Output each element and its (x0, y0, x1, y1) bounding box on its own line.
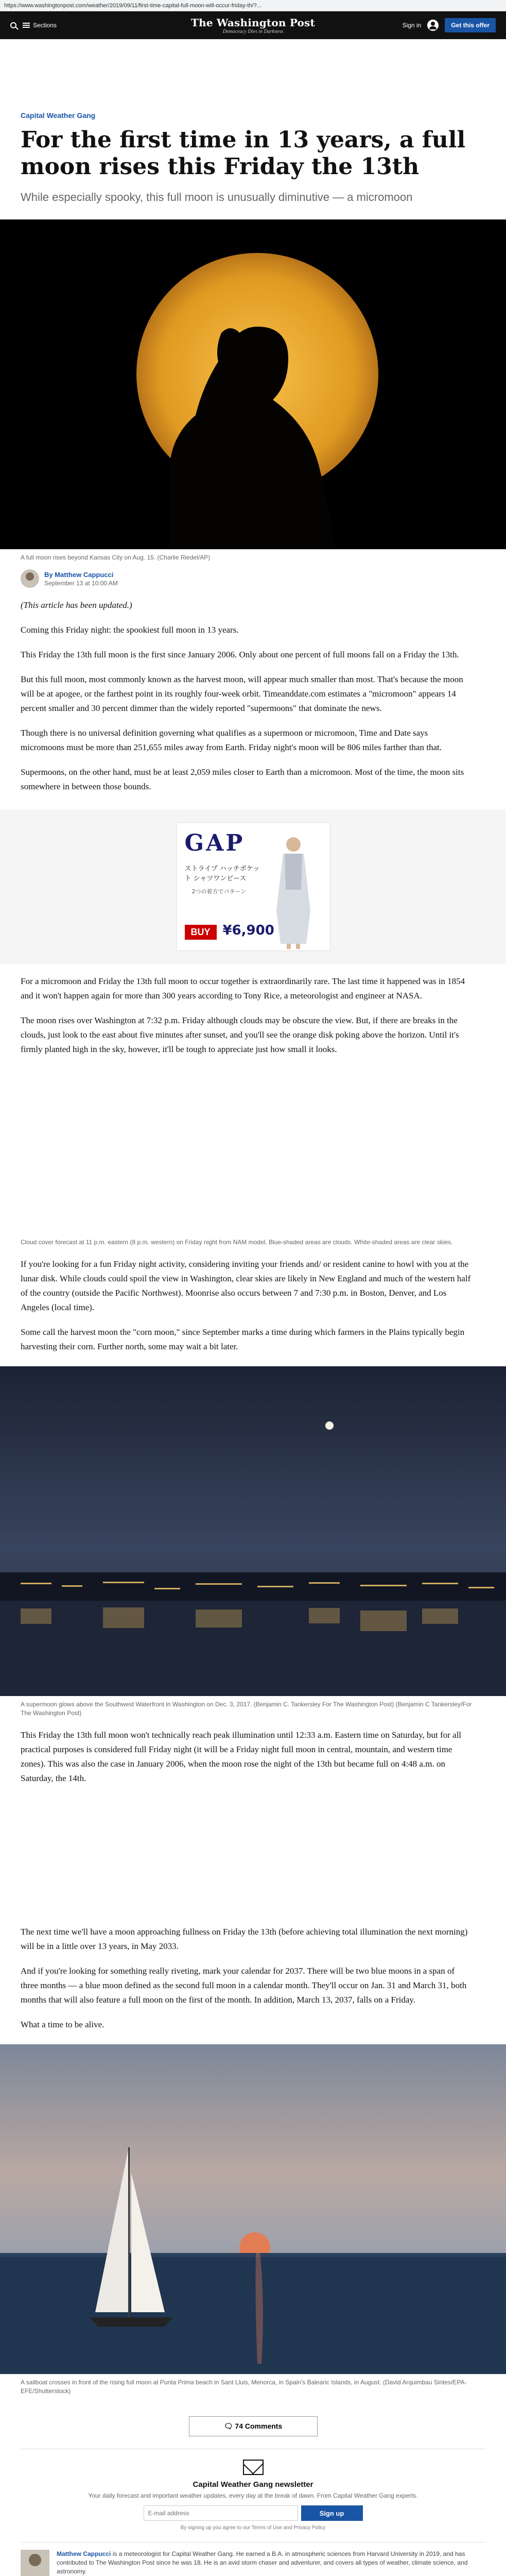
article (21, 111, 485, 204)
paragraph: For a micromoon and Friday the 13th full moon to occur together is extraordinarily rare. The last time it happened was in 1854 and it won't happen again for more than 300 years according to Tony Rice, a meteorologist and engineer at NASA. (21, 976, 465, 1001)
paragraph: The moon rises over Washington at 7:32 p.m. Friday although clouds may be obscure the view. But, if there are breaks in the clouds, just look to the east about five minutes after sunset, and you'll see the orange disk poking above the horizon. Until it's firmly planted high in the sky, however, it'll be tough to appreciate just how small it looks. (21, 1015, 459, 1054)
menu-icon (23, 23, 30, 28)
cloud-cover-map (0, 1069, 506, 1234)
paragraph: The next time we'll have a moon approaching fullness on Friday the 13th (before achieving total illumination the next morning) will be in a little over 13 years, in May 2033. (21, 1927, 468, 1951)
city-moon-photo (0, 1366, 506, 1696)
ad-price: ¥6,900 (222, 923, 274, 938)
sailboat-image (0, 2044, 506, 2374)
top-navigation (0, 11, 506, 39)
gap-logo: GAP (184, 830, 245, 856)
paragraph: If you're looking for a fun Friday night activity, considering inviting your friends and/ or resident canine to howl with you at the lunar disk. While clouds could spoil the view in Washington, clear skies are likely in New England and much of the western half of the country (outside the Pacific Northwest). Moonrise also occurs between 7 and 7:30 p.m. in Boston, Denver, and Los Angeles (local time). (21, 1259, 471, 1312)
hero-caption: A full moon rises beyond Kansas City on Aug. 15. (Charlie Riedel/AP) (21, 554, 211, 561)
sections-button[interactable] (23, 22, 57, 29)
envelope-icon (243, 2460, 264, 2475)
byline (21, 569, 485, 588)
newsletter-title: Capital Weather Gang newsletter (193, 2480, 313, 2489)
sailboat-caption: A sailboat crosses in front of the rising full moon at Punta Prima beach in Sant Lluis, Menorca, in Spain's Balearic Islands, in August. (David Arquimbau Sintes/EPA-EFE/Shutterstock) (21, 2379, 467, 2395)
comment-icon: 🗨 (223, 2422, 233, 2430)
paragraph: Some call the harvest moon the "corn moon," since September marks a time during which farmers in the Plains typically begin harvesting their corn. Further north, some may wait a bit later. (21, 1327, 465, 1351)
search-button[interactable] (10, 22, 16, 28)
city-photo-caption: A supermoon glows above the Southwest Waterfront in Washington on Dec. 3, 2017. (Benjamin C. Tankersley For The Washington Post) (Benjamin C Tankersley/For The Washington Post) (21, 1701, 472, 1717)
newsletter-description: Your daily forecast and important weather updates, every day at the break of dawn. From Capital Weather Gang experts. (88, 2492, 418, 2499)
publish-date: September 13 at 10:00 AM (44, 579, 118, 587)
email-field[interactable] (144, 2505, 298, 2521)
signup-button[interactable]: Sign up (301, 2505, 363, 2521)
advertisement-slot (0, 809, 506, 964)
author-bio-name[interactable]: Matthew Cappucci (57, 2550, 111, 2557)
section-kicker[interactable]: Capital Weather Gang (21, 111, 96, 120)
headline: For the first time in 13 years, a full moon rises this Friday the 13th (21, 127, 466, 180)
brand-tagline: Democracy Dies in Darkness (222, 28, 284, 35)
map-caption: Cloud cover forecast at 11 p.m. eastern (8 p.m. western) on Friday night from NAM model. Blue-shaded areas are clouds. White-shaded areas are clear skies. (21, 1239, 453, 1246)
signin-link[interactable]: Sign in (402, 22, 422, 29)
ad-product-name: ストライプ ハッチポケット シャツワンピース (184, 865, 260, 883)
article-body (21, 598, 485, 1057)
city-skyline-image (0, 1366, 506, 1696)
newsletter-legal[interactable]: By signing up you agree to our Terms of Use and Privacy Policy (180, 2525, 326, 2531)
author-bio (21, 2542, 485, 2576)
sailboat-moon-photo (0, 2044, 506, 2374)
paragraph: What a time to be alive. (21, 2020, 104, 2029)
search-icon (10, 22, 16, 28)
cloud-map-image (0, 1069, 506, 1234)
paragraph: Though there is no universal definition governing what qualifies as a supermoon or micromoon, Time and Date says micromoons must be more than 251,655 miles away from Earth. Friday night's moon will be 806 miles farther than that. (21, 728, 442, 752)
advertisement-slot (21, 1786, 485, 1914)
subscribe-button[interactable]: Get this offer (445, 18, 496, 32)
paragraph: Supermoons, on the other hand, must be at least 2,059 miles closer to Earth than a micromoon. Most of the time, the moon sits somewhere in between those bounds. (21, 767, 464, 791)
ad-buy-button[interactable]: BUY (185, 925, 217, 940)
ad-sub-text: 2つの着方でパターン (191, 888, 247, 895)
comments-button[interactable] (189, 2416, 318, 2436)
brand-logo[interactable] (191, 16, 315, 35)
brand-name: The Washington Post (191, 16, 315, 29)
paragraph: But this full moon, most commonly known as the harvest moon, will appear much smaller than most. That's because the moon will be at apogee, or the farthest point in its roughly four-week orbit. Timeanddate.com estimates a "micromoon" appears 14 percent smaller and 30 percent dimmer than the widely reported "supermoons" that dominate the news. (21, 674, 463, 713)
moon-silhouette-image (0, 219, 506, 549)
author-name[interactable]: By Matthew Cappucci (44, 570, 114, 579)
author-bio-text: is a meteorologist for Capital Weather Gang. He earned a B.A. in atmospheric sciences from Harvard University in 2019, and has contributed to The Washington Post since he was 18. He is an avid storm chaser and adventurer, and covers all types of weather, climate science, and astronomy. (57, 2550, 468, 2575)
comments-label: 74 Comments (235, 2422, 283, 2430)
paragraph: This Friday the 13th full moon won't technically reach peak illumination until 12:33 a.m. Eastern time on Saturday, but for all practical purposes is considered full Friday night (it will be a Friday night full moon in central, mountain, and western time zones). This was also the case in January 2006, when the moon rose the night of the 13th but became full on 4:48 a.m. on Saturday, the 14th. (21, 1730, 462, 1783)
newsletter-signup (21, 2449, 485, 2531)
paragraph: And if you're looking for something really riveting, mark your calendar for 2037. There will be two blue moons in a span of three months — a blue moon defined as the second full moon in a calendar month. They'll occur on Jan. 31 and March 31, both months that will also feature a full moon on the first of the month. In addition, March 13, 2037, falls on a Friday. (21, 1966, 467, 2005)
browser-url-bar[interactable] (0, 0, 506, 11)
sections-label: Sections (33, 22, 57, 29)
author-avatar[interactable] (21, 569, 39, 588)
author-photo[interactable] (21, 2550, 49, 2576)
hero-image (0, 219, 506, 549)
paragraph: (This article has been updated.) (21, 600, 132, 610)
paragraph: This Friday the 13th full moon is the first since January 2006. Only about one percent of full moons fall on a Friday the 13th. (21, 650, 459, 659)
ad-model-image (265, 833, 322, 949)
subheadline: While especially spooky, this full moon is unusually diminutive — a micromoon (21, 191, 413, 204)
url-text[interactable]: https://www.washingtonpost.com/weather/2019/09/11/first-time-capital-full-moon-will-occur-friday-th/?... (4, 2, 261, 9)
gap-advertisement[interactable] (176, 822, 330, 951)
user-icon[interactable] (427, 20, 439, 31)
paragraph: Coming this Friday night: the spookiest full moon in 13 years. (21, 625, 239, 635)
